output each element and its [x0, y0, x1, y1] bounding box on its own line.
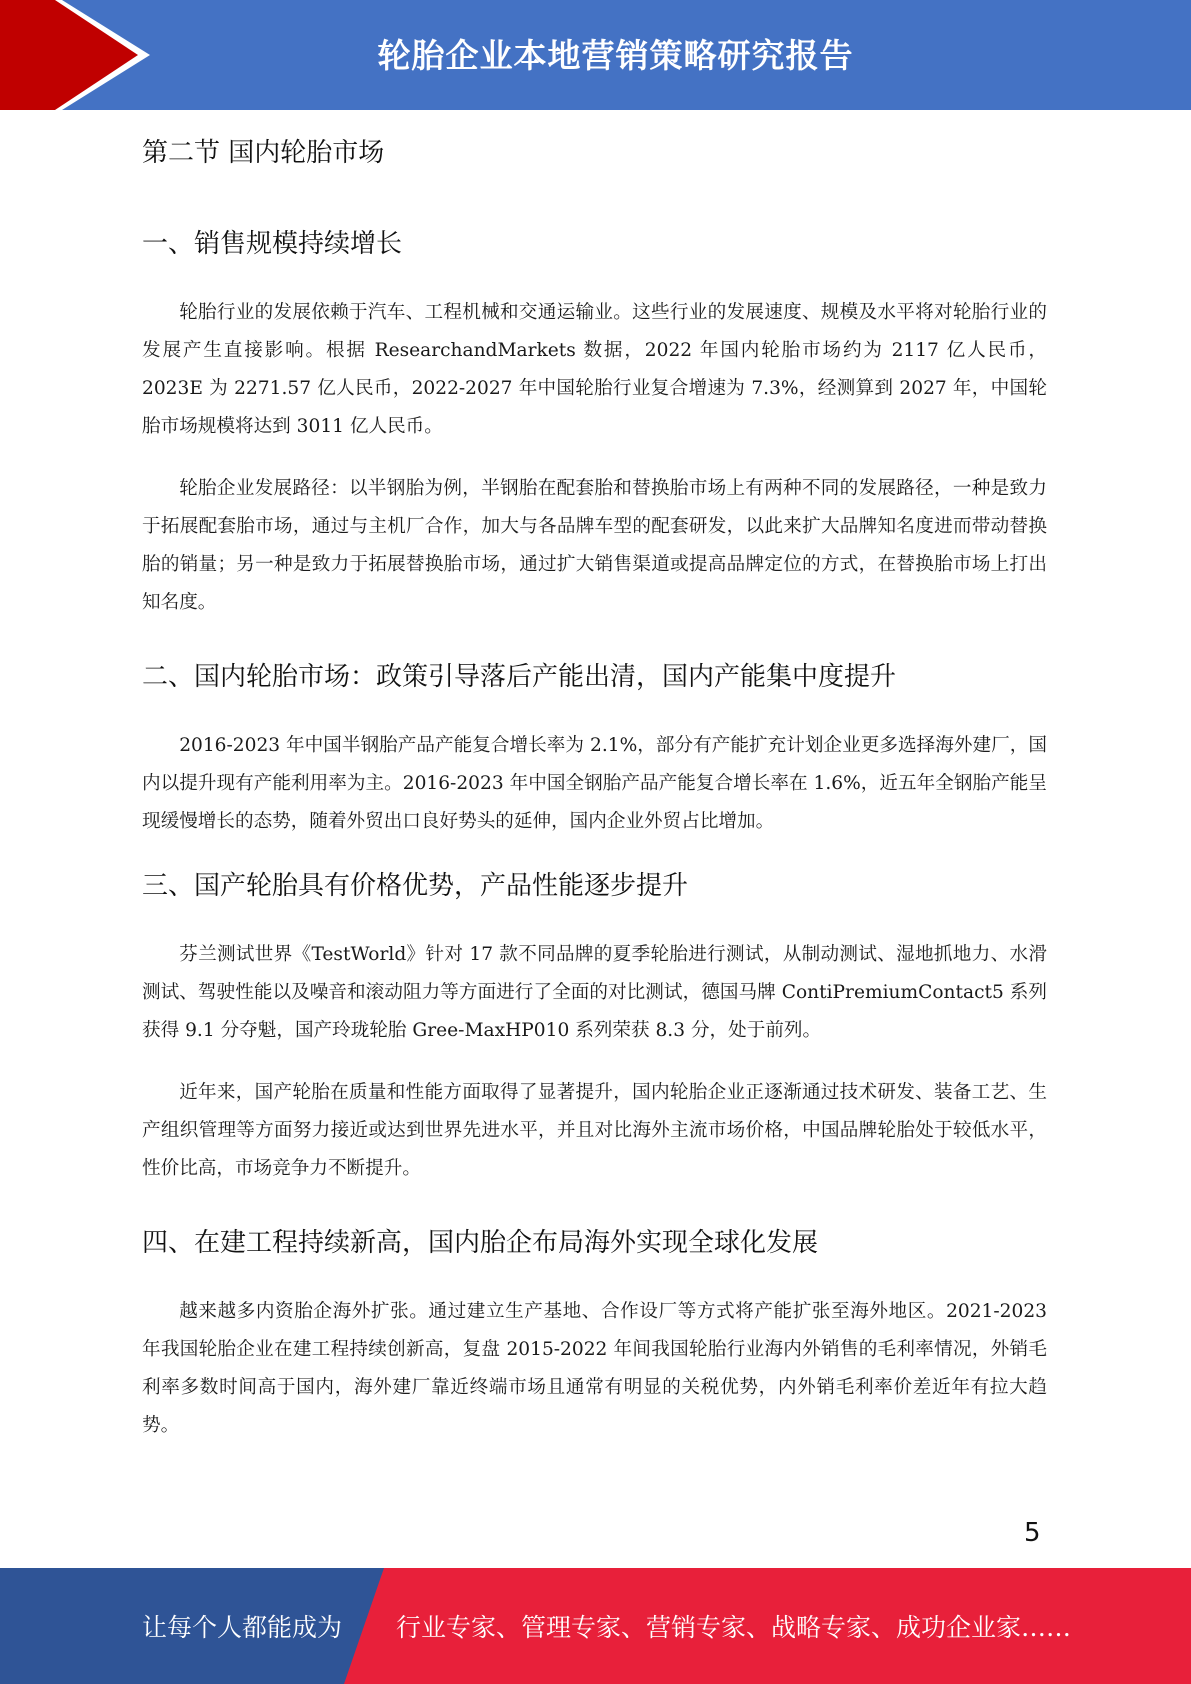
page-header — [0, 0, 1191, 110]
page-number: 5 — [1024, 1518, 1041, 1548]
footer-slogan-right: 行业专家、管理专家、营销专家、战略专家、成功企业家…… — [396, 1613, 1072, 1642]
paragraph-2-1: 2016-2023 年中国半钢胎产品产能复合增长率为 2.1%，部分有产能扩充计划企业更多选择海外建厂，国内以提升现有产能利用率为主。2016-2023 年中国全钢胎产品产能复合增长率在 1.6%，近五年全钢胎产能呈现缓慢增长的态势，随着外贸出口良好势头的延伸，国内企业外贸占比增加。 — [142, 735, 1047, 832]
footer-slogan-left: 让每个人都能成为 — [142, 1613, 343, 1642]
paragraph-3-2: 近年来，国产轮胎在质量和性能方面取得了显著提升，国内轮胎企业正逐渐通过技术研发、装备工艺、生产组织管理等方面努力接近或达到世界先进水平，并且对比海外主流市场价格，中国品牌轮胎处于较低水平，性价比高，市场竞争力不断提升。 — [142, 1082, 1047, 1179]
heading-3: 三、国产轮胎具有价格优势，产品性能逐步提升 — [142, 871, 689, 901]
page-footer — [0, 1568, 1191, 1684]
page-content — [142, 128, 1047, 1445]
section-title: 第二节 国内轮胎市场 — [142, 138, 385, 168]
paragraph-4-1: 越来越多内资胎企海外扩张。通过建立生产基地、合作设厂等方式将产能扩张至海外地区。2021-2023 年我国轮胎企业在建工程持续创新高，复盘 2015-2022 年间我国轮胎行业海内外销售的毛利率情况，外销毛利率多数时间高于国内，海外建厂靠近终端市场且通常有明显的关税优势，内外销毛利率价差近年有拉大趋势。 — [142, 1301, 1047, 1436]
heading-2: 二、国内轮胎市场：政策引导落后产能出清，国内产能集中度提升 — [142, 662, 897, 692]
paragraph-1-2: 轮胎企业发展路径：以半钢胎为例，半钢胎在配套胎和替换胎市场上有两种不同的发展路径，一种是致力于拓展配套胎市场，通过与主机厂合作，加大与各品牌车型的配套研发，以此来扩大品牌知名度进而带动替换胎的销量；另一种是致力于拓展替换胎市场，通过扩大销售渠道或提高品牌定位的方式，在替换胎市场上打出知名度。 — [142, 478, 1047, 613]
heading-4: 四、在建工程持续新高，国内胎企布局海外实现全球化发展 — [142, 1228, 819, 1258]
report-title: 轮胎企业本地营销策略研究报告 — [377, 36, 854, 75]
heading-1: 一、销售规模持续增长 — [142, 229, 403, 259]
paragraph-3-1: 芬兰测试世界《TestWorld》针对 17 款不同品牌的夏季轮胎进行测试，从制动测试、湿地抓地力、水滑测试、驾驶性能以及噪音和滚动阻力等方面进行了全面的对比测试，德国马牌 ContiPremiumContact5 系列获得 9.1 分夺魁，国产玲珑轮胎 Gree-MaxHP010 系列荣获 8.3 分，处于前列。 — [142, 944, 1047, 1041]
paragraph-1-1: 轮胎行业的发展依赖于汽车、工程机械和交通运输业。这些行业的发展速度、规模及水平将对轮胎行业的发展产生直接影响。根据 ResearchandMarkets 数据，2022 年国内轮胎市场约为 2117 亿人民币，2023E 为 2271.57 亿人民币，2022-2027 年中国轮胎行业复合增速为 7.3%，经测算到 2027 年，中国轮胎市场规模将达到 3011 亿人民币。 — [142, 302, 1047, 437]
